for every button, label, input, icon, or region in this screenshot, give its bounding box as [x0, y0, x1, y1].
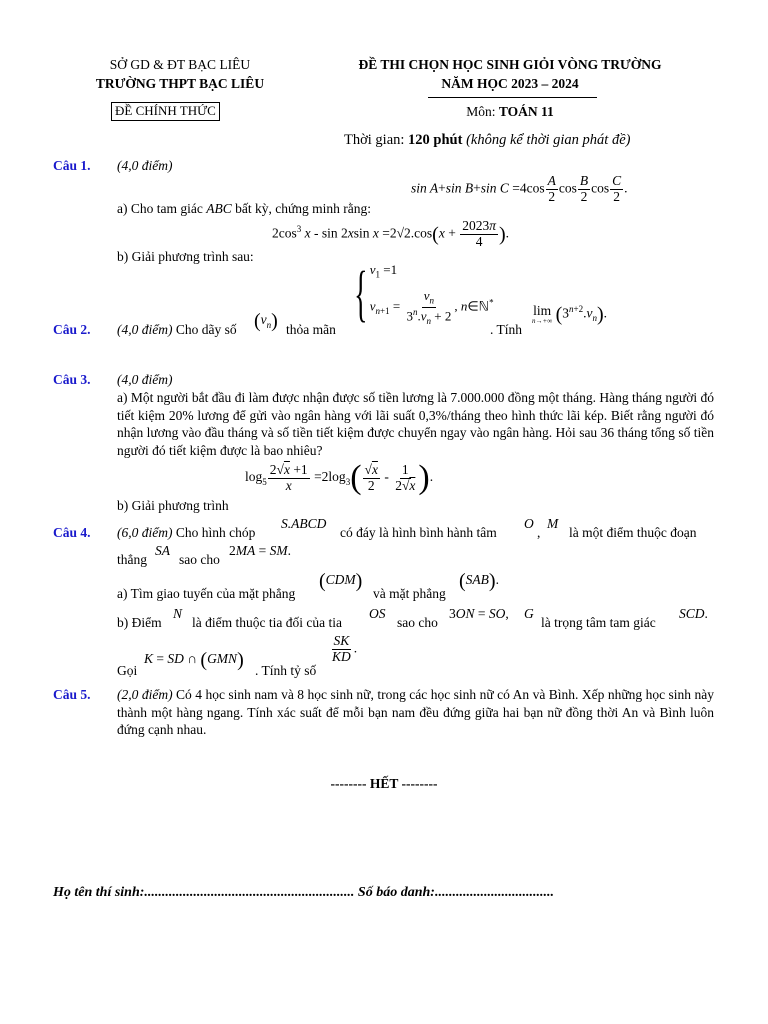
q4-line1-start: (6,0 điểm) Cho hình chóp — [117, 525, 256, 540]
q4c-intersection: K = SD ∩ (GMN) — [144, 649, 244, 671]
question-3-label: Câu 3. — [53, 372, 91, 387]
q4a-plane-sab: (SAB). — [459, 570, 499, 592]
q2-text-mid: thỏa mãn — [286, 322, 336, 337]
q2-limit: lim n→+∞ $(3^{n+2}.v_n)$. — [532, 303, 608, 326]
q1b-text: b) Giải phương trình sau: — [117, 249, 254, 264]
exam-title: ĐỀ THI CHỌN HỌC SINH GIỎI VÒNG TRƯỜNG — [358, 57, 662, 72]
q4b-point-g: G — [524, 606, 534, 621]
q1b-formula: $2\cos^3$ x - sin 2xsin x =2√2.cos(x + $\frac{2023\pi}{4}$ ). — [272, 218, 510, 249]
question-1-points: (4,0 điểm) — [117, 158, 173, 173]
question-4-label: Câu 4. — [53, 525, 91, 540]
school-name: TRƯỜNG THPT BẠC LIÊU — [95, 76, 265, 91]
q4b-ray-os: OS — [369, 606, 386, 621]
q4c-ratio: $\frac{SK}{KD}$ . — [332, 633, 358, 664]
q4a-text-start: a) Tìm giao tuyến của mặt phẳng — [117, 586, 296, 601]
q2-text-start: (4,0 điểm) Cho dãy số — [117, 322, 237, 337]
q4-segment-sa: SA — [155, 543, 170, 558]
end-marker: -------- HẾT -------- — [330, 776, 438, 791]
question-3-points: (4,0 điểm) — [117, 372, 173, 387]
q2-system: { $v_1 =1$ $v_{n+1}$ = $\frac{v_n}{3^n.v_n + 2}$ , n∈ℕ* — [354, 260, 494, 329]
q4-comma: , — [537, 525, 541, 540]
q1a-text: a) Cho tam giác ABC bất kỳ, chứng minh rằng: — [117, 201, 372, 216]
subject: Môn: TOÁN 11 — [466, 104, 554, 119]
q4-line1-end: là một điểm thuộc đoạn — [569, 525, 697, 540]
q4c-text-start: Gọi — [117, 663, 138, 678]
q4-point-m: M — [547, 516, 559, 531]
student-info-line: Họ tên thí sinh:............................................................ Số báo danh:.................................. — [53, 885, 554, 900]
q4a-text-mid: và mặt phẳng — [373, 586, 446, 601]
q4-line2-mid: sao cho — [179, 552, 220, 567]
department-name: SỞ GD & ĐT BẠC LIÊU — [109, 57, 251, 72]
q4b-triangle-scd: SCD. — [679, 606, 708, 621]
exam-time: Thời gian: 120 phút (không kể thời gian phát đề) — [344, 132, 631, 148]
question-2-label: Câu 2. — [53, 322, 91, 337]
q4-line1-mid: có đáy là hình bình hành tâm — [340, 525, 497, 540]
q4b-point-n: N — [173, 606, 183, 621]
q4b-text-mid1: là điểm thuộc tia đối của tia — [192, 615, 342, 630]
q4b-text-mid2: sao cho — [397, 615, 438, 630]
q4-center-o: O — [524, 516, 534, 531]
q3b-text: b) Giải phương trình — [117, 498, 229, 513]
q4b-text-end: là trọng tâm tam giác — [541, 615, 656, 630]
title-divider — [428, 97, 597, 98]
question-5-label: Câu 5. — [53, 687, 91, 702]
q4b-text-start: b) Điểm — [117, 615, 162, 630]
q4b-condition: 3ON = SO, — [449, 606, 509, 621]
school-year: NĂM HỌC 2023 – 2024 — [441, 76, 579, 91]
q2-text-end: . Tính — [490, 322, 523, 337]
official-exam-box: ĐỀ CHÍNH THỨC — [111, 102, 220, 121]
q2-sequence-symbol: $(v_n)$ — [254, 310, 278, 332]
q3b-formula: $\log_5$ $\frac{2√x +1}{x}$ $=2\log_3$( $\frac{√x}{2}$ - $\frac{1}{2√x}$ ). — [245, 459, 434, 496]
q5-text: (2,0 điểm) Có 4 học sinh nam và 8 học sinh nữ, trong các học sinh nữ có An và Bình. Xếp những học sinh này thành một hàng ngang. Tính xác suất để mỗi bạn nam đều đứng giữa hai bạn nữ đồng thời An và Bình luôn đứng cạnh nhau. — [117, 687, 715, 738]
q3a-text: a) Một người bắt đầu đi làm được nhận được số tiền lương là 7.000.000 đồng một tháng. Hàng tháng người đó tiết kiệm 20% lương để gửi vào ngân hàng với lãi suất 0,3%/tháng theo hình thức lãi kép. Biết rằng người đó nhận lương vào đầu tháng và số tiền tiết kiệm được chuyển ngay vào ngân hàng. Hỏi sau 36 tháng tổng số tiền người đó tiết kiệm được là bao nhiêu? — [117, 390, 714, 458]
q4-condition: 2MA = SM. — [229, 543, 291, 558]
q4-pyramid-name: S.ABCD — [281, 516, 327, 531]
q4a-plane-cdm: (CDM) — [319, 570, 363, 592]
q4-line2-start: thẳng — [117, 552, 147, 567]
question-1-label: Câu 1. — [53, 158, 91, 173]
q4c-text-end: . Tính tỷ số — [255, 663, 317, 678]
q1a-formula: sin A+sin B+sin C =4cos $\frac{A}{2}$ cos $\frac{B}{2}$ cos $\frac{C}{2}$ . — [411, 173, 628, 204]
